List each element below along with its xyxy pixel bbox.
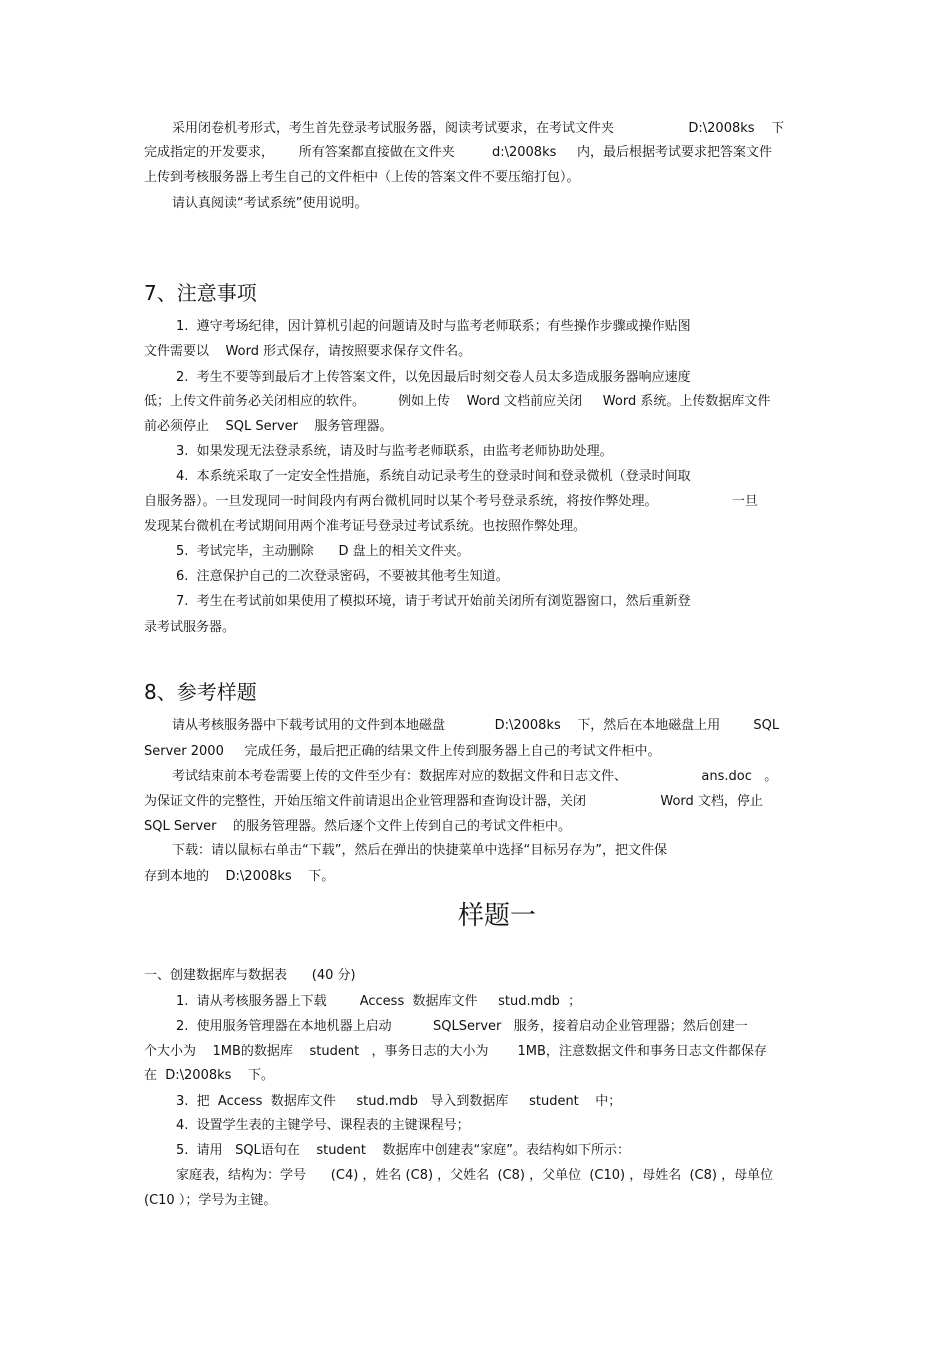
sample-line: (C10 ）；学号为主键。 — [144, 1193, 277, 1208]
sample-line: 家庭表，结构为：学号 (C4) ，姓名 (C8) ，父姓名 (C8) ，父单位 (C10) ，母姓名 (C8) ，母单位 — [176, 1168, 774, 1183]
sample-line: 4. 设置学生表的主键学号、课程表的主键课程号； — [176, 1118, 470, 1133]
intro-line-1: 采用闭卷机考形式，考生首先登录考试服务器，阅读考试要求，在考试文件夹 D:\2008ks 下 — [172, 121, 785, 136]
section-7-line: 自服务器）。一旦发现同一时间段内有两台微机同时以某个考号登录系统，将按作弊处理。 一旦 — [144, 494, 758, 509]
section-8-line: 为保证文件的完整性，开始压缩文件前请退出企业管理器和查询设计器，关闭 Word 文档，停止 — [144, 794, 763, 809]
sample-line: 在 D:\2008ks 下。 — [144, 1068, 274, 1083]
section-7-line: 1. 遵守考场纪律，因计算机引起的问题请及时与监考老师联系；有些操作步骤或操作贴图 — [176, 319, 691, 334]
section-7-line: 6. 注意保护自己的二次登录密码，不要被其他考生知道。 — [176, 569, 509, 584]
section-7-line: 低；上传文件前务必关闭相应的软件。 例如上传 Word 文档前应关闭 Word 系统。上传数据库文件 — [144, 394, 771, 409]
sample-line: 5. 请用 SQL语句在 student 数据库中创建表“家庭”。表结构如下所示： — [176, 1143, 631, 1158]
sample-line: 1. 请从考核服务器上下载 Access 数据库文件 stud.mdb ； — [176, 994, 582, 1009]
sample-line: 个大小为 1MB的数据库 student ，事务日志的大小为 1MB，注意数据文件和事务日志文件都保存 — [144, 1044, 767, 1059]
section-8-heading: 8、参考样题 — [144, 680, 257, 704]
intro-line-3: 上传到考核服务器上考生自己的文件柜中（上传的答案文件不要压缩打包）。 — [144, 170, 580, 185]
section-7-line: 7. 考生在考试前如果使用了模拟环境，请于考试开始前关闭所有浏览器窗口，然后重新登 — [176, 594, 691, 609]
section-7-line: 录考试服务器。 — [144, 620, 236, 635]
sample-line: 2. 使用服务管理器在本地机器上启动 SQLServer 服务，接着启动企业管理器；然后创建一 — [176, 1019, 748, 1034]
section-7-heading: 7、注意事项 — [144, 281, 257, 305]
sample-line: 3. 把 Access 数据库文件 stud.mdb 导入到数据库 student 中； — [176, 1094, 622, 1109]
section-8-line: 考试结束前本考卷需要上传的文件至少有：数据库对应的数据文件和日志文件、 ans.doc 。 — [172, 769, 778, 784]
section-8-line: SQL Server 的服务管理器。然后逐个文件上传到自己的考试文件柜中。 — [144, 819, 572, 834]
section-8-line: 存到本地的 D:\2008ks 下。 — [144, 869, 335, 884]
section-7-line: 2. 考生不要等到最后才上传答案文件，以免因最后时刻交卷人员太多造成服务器响应速度 — [176, 370, 691, 385]
section-8-line: 请从考核服务器中下载考试用的文件到本地磁盘 D:\2008ks 下，然后在本地磁盘上用 SQL — [172, 718, 780, 733]
intro-line-4: 请认真阅读“考试系统”使用说明。 — [172, 196, 368, 211]
intro-line-2: 完成指定的开发要求， 所有答案都直接做在文件夹 d:\2008ks 内，最后根据考试要求把答案文件 — [144, 145, 773, 160]
section-7-line: 发现某台微机在考试期间用两个准考证号登录过考试系统。也按照作弊处理。 — [144, 519, 587, 534]
sample-title: 样题一 — [458, 901, 537, 931]
section-7-line: 文件需要以 Word 形式保存，请按照要求保存文件名。 — [144, 344, 472, 359]
section-8-line: 下载：请以鼠标右单击“下载”，然后在弹出的快捷菜单中选择“目标另存为”，把文件保 — [172, 843, 667, 858]
section-8-line: Server 2000 完成任务，最后把正确的结果文件上传到服务器上自己的考试文件柜中。 — [144, 744, 661, 759]
section-7-line: 5. 考试完毕，主动删除 D 盘上的相关文件夹。 — [176, 544, 470, 559]
section-7-line: 4. 本系统采取了一定安全性措施，系统自动记录考生的登录时间和登录微机（登录时间取 — [176, 469, 691, 484]
sample-line: 一、创建数据库与数据表 (40 分) — [144, 968, 356, 983]
section-7-line: 3. 如果发现无法登录系统，请及时与监考老师联系，由监考老师协助处理。 — [176, 444, 613, 459]
section-7-line: 前必须停止 SQL Server 服务管理器。 — [144, 419, 393, 434]
